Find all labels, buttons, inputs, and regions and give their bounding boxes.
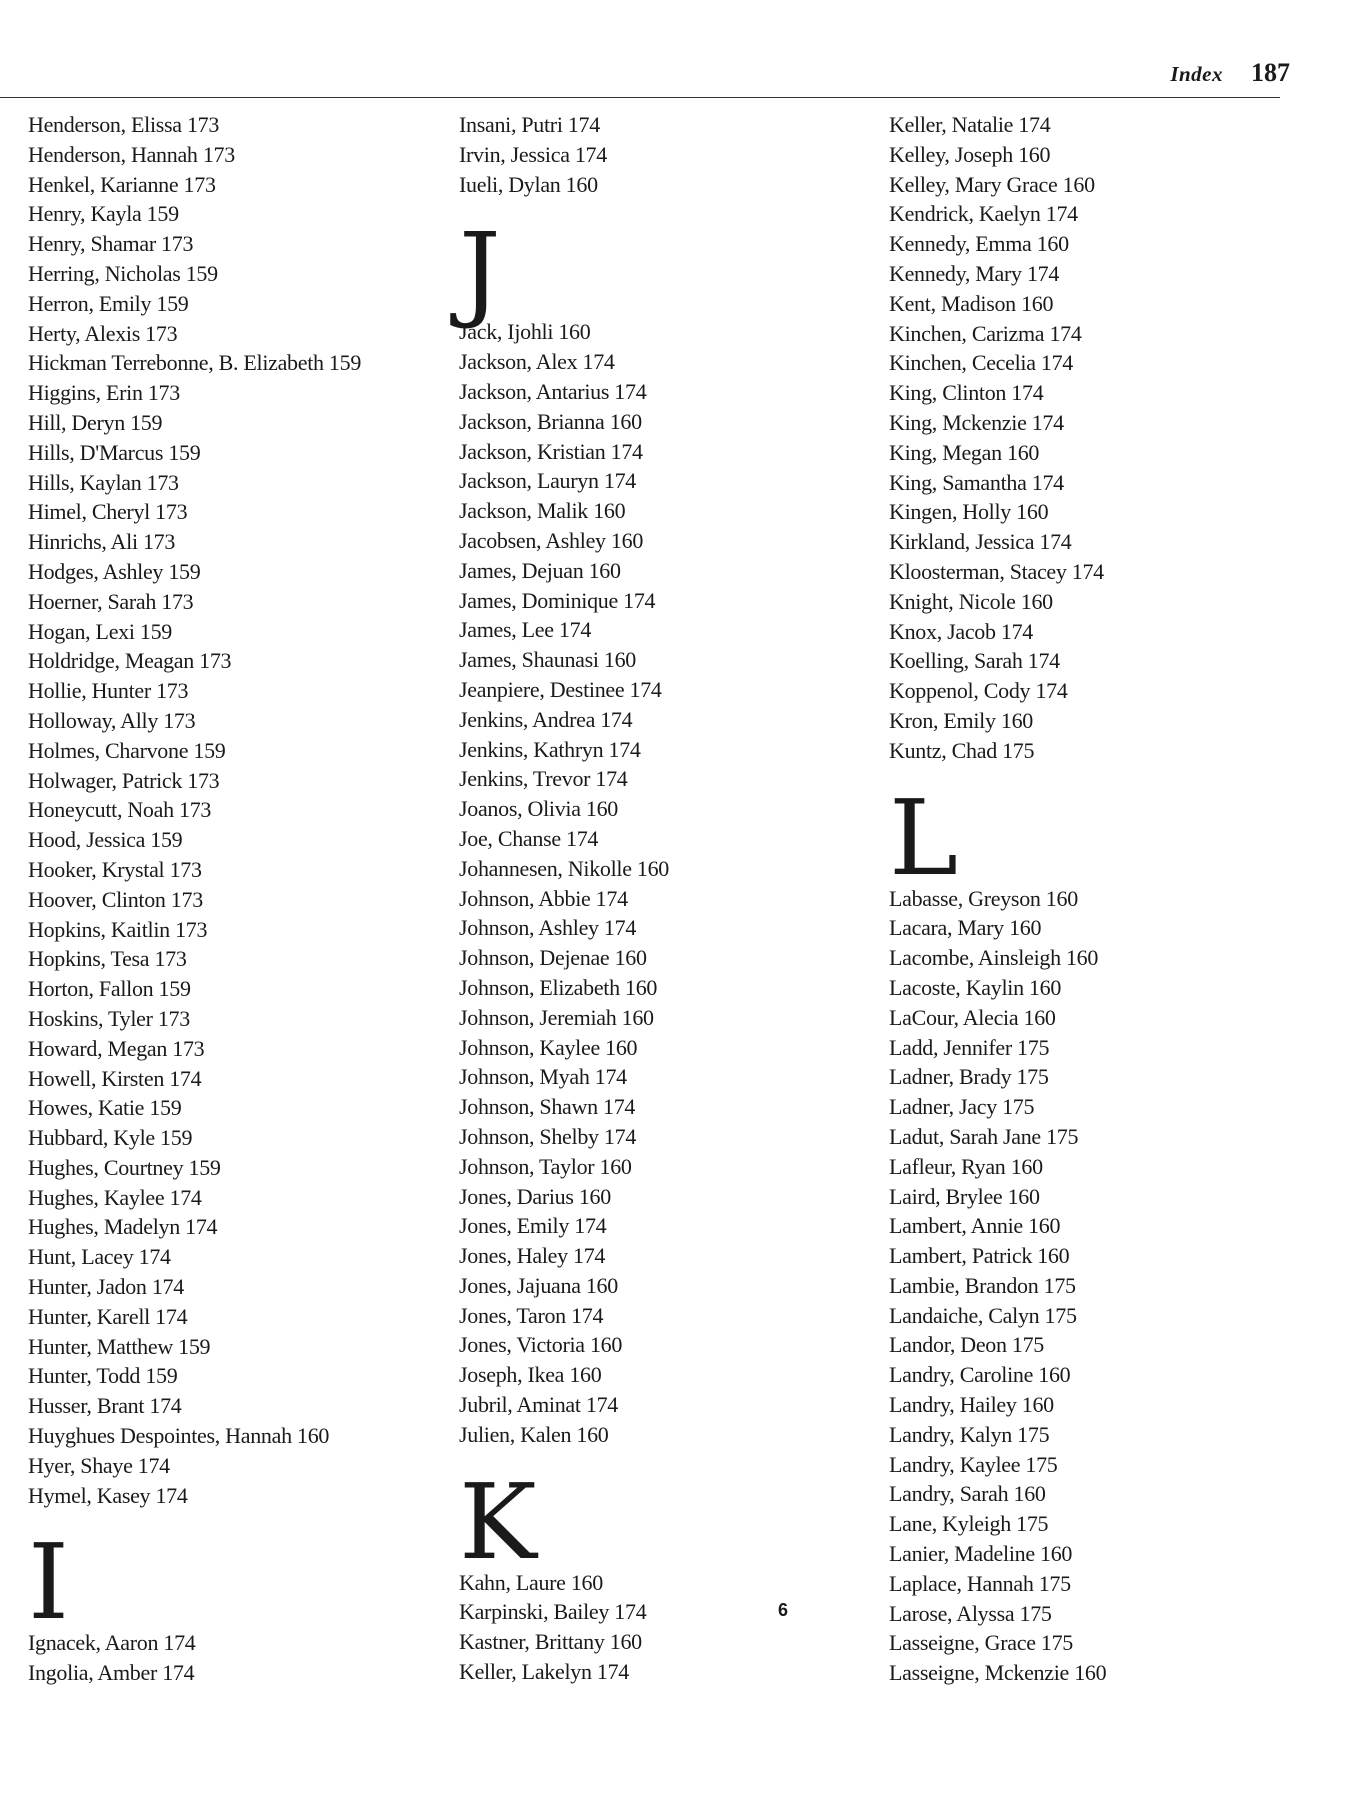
index-entry: Hills, Kaylan 173	[28, 469, 179, 495]
index-entry: Joseph, Ikea 160	[459, 1362, 602, 1388]
section-letter: L	[889, 776, 959, 899]
index-entry: Hooker, Krystal 173	[28, 856, 202, 882]
index-entry: Lacombe, Ainsleigh 160	[889, 945, 1099, 971]
index-entry: Laird, Brylee 160	[889, 1183, 1040, 1209]
index-entry: Hoover, Clinton 173	[28, 886, 203, 912]
index-entry: Insani, Putri 174	[459, 112, 600, 137]
index-entry: Jones, Emily 174	[459, 1213, 607, 1239]
index-entry: Kirkland, Jessica 174	[889, 529, 1072, 555]
index-entry: Landry, Kalyn 175	[889, 1421, 1050, 1447]
index-entry: Iueli, Dylan 160	[459, 171, 598, 197]
index-entry: Johnson, Taylor 160	[459, 1153, 632, 1179]
index-entry: Jenkins, Trevor 174	[459, 766, 628, 792]
index-entry: Kinchen, Cecelia 174	[889, 350, 1073, 376]
index-entry: Larose, Alyssa 175	[889, 1600, 1052, 1626]
index-entry: Lasseigne, Grace 175	[889, 1630, 1073, 1656]
index-entry: Joanos, Olivia 160	[459, 796, 618, 822]
index-entry: Koppenol, Cody 174	[889, 678, 1068, 704]
index-entry: Jones, Haley 174	[459, 1243, 606, 1269]
index-entry: Koelling, Sarah 174	[889, 648, 1060, 674]
index-entry: Hunt, Lacey 174	[28, 1244, 171, 1270]
index-entry: Howard, Megan 173	[28, 1035, 205, 1061]
index-entry: Jacobsen, Ashley 160	[459, 527, 644, 553]
header-rule	[0, 97, 1280, 98]
index-entry: Kron, Emily 160	[889, 707, 1033, 733]
index-entry: LaCour, Alecia 160	[889, 1004, 1056, 1030]
index-entry: Joe, Chanse 174	[459, 825, 599, 851]
index-entry: Horton, Fallon 159	[28, 976, 191, 1002]
index-entry: Lacoste, Kaylin 160	[889, 974, 1062, 1000]
index-entry: Hymel, Kasey 174	[28, 1482, 188, 1508]
index-entry: Kahn, Laure 160	[459, 1569, 603, 1595]
index-entry: Hickman Terrebonne, B. Elizabeth 159	[28, 350, 362, 376]
index-entry: Jack, Ijohli 160	[459, 319, 591, 345]
index-entry: Jackson, Alex 174	[459, 349, 615, 375]
index-entry: Kennedy, Mary 174	[889, 260, 1060, 286]
index-entry: Hoskins, Tyler 173	[28, 1005, 190, 1031]
index-entry: Lambert, Patrick 160	[889, 1243, 1070, 1269]
section-letter: K	[459, 1460, 537, 1583]
index-entry: Johannesen, Nikolle 160	[459, 855, 670, 881]
index-entry: Howes, Katie 159	[28, 1095, 182, 1121]
index-entry: Hunter, Matthew 159	[28, 1333, 211, 1359]
index-entry: Jones, Jajuana 160	[459, 1272, 618, 1298]
index-entry: Lambie, Brandon 175	[889, 1272, 1076, 1298]
index-entry: Lafleur, Ryan 160	[889, 1153, 1043, 1179]
running-header	[1170, 58, 1290, 88]
page-number: 187	[1251, 58, 1290, 87]
index-entry: Landry, Hailey 160	[889, 1392, 1054, 1418]
index-column-1	[28, 110, 448, 1688]
index-entry: Higgins, Erin 173	[28, 380, 180, 406]
index-entry: Lanier, Madeline 160	[889, 1541, 1073, 1567]
index-entry: James, Dominique 174	[459, 587, 656, 613]
index-entry: Hopkins, Tesa 173	[28, 946, 187, 972]
section-letter: I	[28, 1521, 70, 1644]
index-entry: Jackson, Lauryn 174	[459, 468, 636, 494]
index-entry: Hunter, Todd 159	[28, 1363, 178, 1389]
index-entry: Ladd, Jennifer 175	[889, 1034, 1050, 1060]
index-entry: Ignacek, Aaron 174	[28, 1630, 196, 1656]
index-entry: Hunter, Karell 174	[28, 1303, 188, 1329]
index-entry: Kendrick, Kaelyn 174	[889, 201, 1078, 227]
index-entry: Jackson, Brianna 160	[459, 408, 642, 434]
index-entry: Landry, Caroline 160	[889, 1362, 1071, 1388]
index-entry: Hopkins, Kaitlin 173	[28, 916, 208, 942]
index-entry: Hogan, Lexi 159	[28, 618, 172, 644]
index-entry: Ladner, Brady 175	[889, 1064, 1049, 1090]
index-entry: Johnson, Elizabeth 160	[459, 974, 658, 1000]
index-entry: King, Samantha 174	[889, 469, 1064, 495]
index-entry: James, Shaunasi 160	[459, 647, 637, 673]
index-entry: Jones, Taron 174	[459, 1302, 604, 1328]
index-entry: Holloway, Ally 173	[28, 707, 196, 733]
index-entry: Hoerner, Sarah 173	[28, 588, 194, 614]
index-entry: Lambert, Annie 160	[889, 1213, 1061, 1239]
index-entry: Jones, Darius 160	[459, 1183, 611, 1209]
index-entry: Howell, Kirsten 174	[28, 1065, 202, 1091]
index-column-3	[889, 110, 1309, 1688]
index-entry: Jenkins, Kathryn 174	[459, 736, 641, 762]
index-entry: Labasse, Greyson 160	[889, 885, 1078, 911]
index-entry: Kinchen, Carizma 174	[889, 320, 1082, 346]
index-entry: Ladut, Sarah Jane 175	[889, 1123, 1079, 1149]
index-entry: Johnson, Shelby 174	[459, 1123, 637, 1149]
index-entry: Johnson, Kaylee 160	[459, 1034, 638, 1060]
index-entry: Jones, Victoria 160	[459, 1332, 623, 1358]
index-entry: Lane, Kyleigh 175	[889, 1511, 1049, 1537]
index-entry: Landry, Kaylee 175	[889, 1451, 1058, 1477]
index-column-2	[459, 110, 879, 1687]
index-entry: Johnson, Myah 174	[459, 1064, 627, 1090]
index-entry: Hunter, Jadon 174	[28, 1274, 184, 1300]
index-entry: Henderson, Elissa 173	[28, 112, 220, 137]
index-entry: Jackson, Antarius 174	[459, 378, 647, 404]
index-entry: Johnson, Dejenae 160	[459, 945, 647, 971]
index-entry: Johnson, Shawn 174	[459, 1094, 636, 1120]
index-entry: Knight, Nicole 160	[889, 588, 1053, 614]
index-entry: Hyer, Shaye 174	[28, 1452, 170, 1478]
index-entry: Knox, Jacob 174	[889, 618, 1033, 644]
index-entry: Herring, Nicholas 159	[28, 260, 218, 286]
index-entry: King, Megan 160	[889, 439, 1040, 465]
index-entry: Johnson, Abbie 174	[459, 885, 628, 911]
index-entry: Kuntz, Chad 175	[889, 737, 1035, 763]
index-entry: Lacara, Mary 160	[889, 915, 1042, 941]
index-entry: James, Dejuan 160	[459, 557, 621, 583]
index-entry: Ladner, Jacy 175	[889, 1094, 1035, 1120]
index-entry: Henry, Kayla 159	[28, 201, 179, 227]
index-entry: Holdridge, Meagan 173	[28, 648, 232, 674]
index-entry: Kastner, Brittany 160	[459, 1629, 642, 1655]
index-entry: Hughes, Madelyn 174	[28, 1214, 218, 1240]
index-entry: Kelley, Joseph 160	[889, 141, 1051, 167]
index-entry: Holmes, Charvone 159	[28, 737, 226, 763]
index-entry: James, Lee 174	[459, 617, 592, 643]
index-entry: Kingen, Holly 160	[889, 499, 1049, 525]
index-entry: Herron, Emily 159	[28, 290, 189, 316]
index-entry: Hubbard, Kyle 159	[28, 1125, 193, 1151]
index-entry: Kelley, Mary Grace 160	[889, 171, 1095, 197]
index-entry: Holwager, Patrick 173	[28, 767, 220, 793]
index-entry: Huyghues Despointes, Hannah 160	[28, 1423, 330, 1449]
index-entry: Honeycutt, Noah 173	[28, 797, 212, 823]
index-entry: Hodges, Ashley 159	[28, 558, 201, 584]
index-entry: Julien, Kalen 160	[459, 1421, 609, 1447]
index-entry: Laplace, Hannah 175	[889, 1570, 1071, 1596]
section-letter: J	[459, 210, 501, 333]
index-entry: Hughes, Courtney 159	[28, 1154, 221, 1180]
index-entry: Landor, Deon 175	[889, 1332, 1045, 1358]
index-entry: Hinrichs, Ali 173	[28, 529, 176, 555]
index-entry: Henderson, Hannah 173	[28, 141, 235, 167]
index-entry: Hood, Jessica 159	[28, 827, 183, 853]
index-entry: Henry, Shamar 173	[28, 231, 194, 257]
index-entry: Karpinski, Bailey 174	[459, 1599, 647, 1625]
index-entry: Husser, Brant 174	[28, 1393, 182, 1419]
index-entry: Landry, Sarah 160	[889, 1481, 1046, 1507]
index-entry: Henkel, Karianne 173	[28, 171, 216, 197]
index-entry: Johnson, Ashley 174	[459, 915, 637, 941]
index-entry: Jeanpiere, Destinee 174	[459, 676, 662, 702]
index-entry: Himel, Cheryl 173	[28, 499, 188, 525]
index-entry: Hill, Deryn 159	[28, 409, 163, 435]
index-entry: Kloosterman, Stacey 174	[889, 558, 1104, 584]
index-entry: King, Clinton 174	[889, 380, 1044, 406]
folio-number: 6	[778, 1600, 789, 1620]
index-entry: Kennedy, Emma 160	[889, 231, 1069, 257]
index-entry: Irvin, Jessica 174	[459, 141, 607, 167]
index-entry: Jackson, Kristian 174	[459, 438, 643, 464]
index-entry: Herty, Alexis 173	[28, 320, 178, 346]
index-entry: Jackson, Malik 160	[459, 498, 626, 524]
index-entry: Jubril, Aminat 174	[459, 1392, 618, 1418]
index-entry: Hollie, Hunter 173	[28, 678, 189, 704]
index-entry: Keller, Natalie 174	[889, 112, 1051, 137]
index-entry: Hills, D'Marcus 159	[28, 439, 201, 465]
index-entry: Jenkins, Andrea 174	[459, 706, 633, 732]
index-entry: Johnson, Jeremiah 160	[459, 1004, 654, 1030]
index-entry: Keller, Lakelyn 174	[459, 1659, 629, 1685]
index-entry: Lasseigne, Mckenzie 160	[889, 1660, 1107, 1686]
header-label: Index	[1170, 62, 1223, 86]
index-entry: Hughes, Kaylee 174	[28, 1184, 202, 1210]
index-entry: Ingolia, Amber 174	[28, 1660, 195, 1686]
index-entry: King, Mckenzie 174	[889, 409, 1064, 435]
index-entry: Landaiche, Calyn 175	[889, 1302, 1077, 1328]
index-entry: Kent, Madison 160	[889, 290, 1054, 316]
